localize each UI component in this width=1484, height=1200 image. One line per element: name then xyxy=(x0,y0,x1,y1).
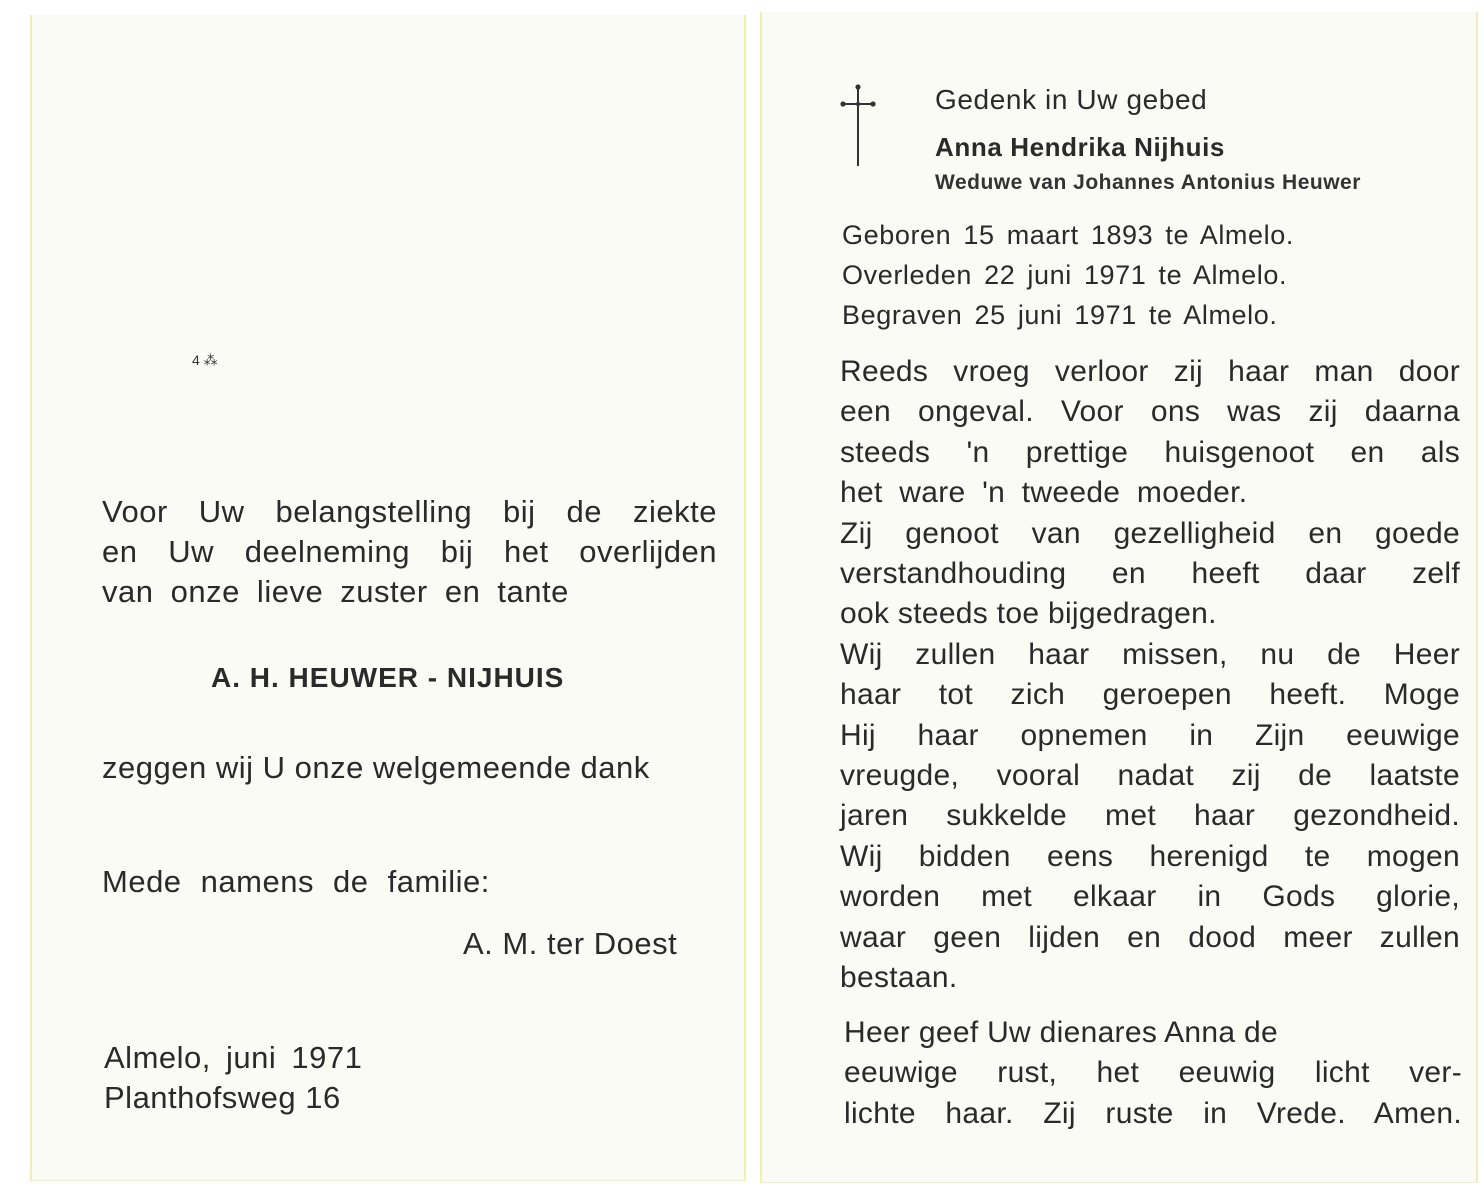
family-line: Mede namens de familie: xyxy=(102,864,490,899)
memorial-line: een ongeval. Voor ons was zij daarna xyxy=(840,395,1460,429)
memorial-text xyxy=(840,352,1460,999)
memorial-line: ook steeds toe bijgedragen. xyxy=(840,597,1217,631)
thanks-line-2-text: en Uw deelneming bij het overlijden xyxy=(102,534,717,569)
death-date: Overleden 22 juni 1971 te Almelo. xyxy=(842,260,1288,290)
prayer-line: Heer geef Uw dienares Anna de xyxy=(844,1016,1278,1049)
prayer-line: eeuwige rust, het eeuwig licht ver- xyxy=(844,1056,1462,1090)
cross-icon xyxy=(838,82,878,168)
place-date: Almelo, juni 1971 xyxy=(104,1040,363,1075)
memorial-line: jaren sukkelde met haar gezondheid. xyxy=(840,799,1460,833)
memorial-line: Hij haar opnemen in Zijn eeuwige xyxy=(840,718,1460,752)
memorial-line: het ware 'n tweede moeder. xyxy=(840,476,1248,510)
thanks-line-2 xyxy=(102,534,717,570)
thanks-close-line: zeggen wij U onze welgemeende dank xyxy=(102,750,650,785)
closing-prayer xyxy=(844,1013,1462,1134)
thanks-line-1-text: Voor Uw belangstelling bij de ziekte xyxy=(102,494,717,529)
thanks-line-1 xyxy=(102,494,717,530)
deceased-name-heading: A. H. HEUWER - NIJHUIS xyxy=(211,662,565,693)
memorial-line: verstandhouding en heeft daar zelf xyxy=(840,557,1460,591)
signatory: A. M. ter Doest xyxy=(463,926,678,961)
thanks-line-3 xyxy=(102,574,569,610)
memorial-line: bestaan. xyxy=(840,961,958,995)
memorial-line: Zij genoot van gezelligheid en goede xyxy=(840,516,1460,550)
memorial-line: Reeds vroeg verloor zij haar man door xyxy=(840,355,1460,388)
deceased-full-name: Anna Hendrika Nijhuis xyxy=(935,132,1225,162)
memorial-line: steeds 'n prettige huisgenoot en als xyxy=(840,435,1460,469)
widow-of: Weduwe van Johannes Antonius Heuwer xyxy=(935,171,1361,194)
memorial-line: haar tot zich geroepen heeft. Moge xyxy=(840,678,1460,712)
memorial-line: waar geen lijden en dood meer zullen xyxy=(840,920,1460,954)
memorial-line: Wij zullen haar missen, nu de Heer xyxy=(840,637,1460,671)
address: Planthofsweg 16 xyxy=(104,1080,341,1115)
printed-mark: 4 ⁂ xyxy=(192,352,218,368)
memorial-line: vreugde, vooral nadat zij de laatste xyxy=(840,759,1460,793)
memorial-line: Wij bidden eens herenigd te mogen xyxy=(840,839,1460,873)
prayer-line: lichte haar. Zij ruste in Vrede. Amen. xyxy=(844,1096,1462,1130)
burial-date: Begraven 25 juni 1971 te Almelo. xyxy=(842,300,1278,330)
birth-date: Geboren 15 maart 1893 te Almelo. xyxy=(842,220,1294,250)
thanks-line-3-text: van onze lieve zuster en tante xyxy=(102,574,569,609)
memorial-line: worden met elkaar in Gods glorie, xyxy=(840,880,1460,914)
gedenk-heading: Gedenk in Uw gebed xyxy=(935,84,1208,115)
